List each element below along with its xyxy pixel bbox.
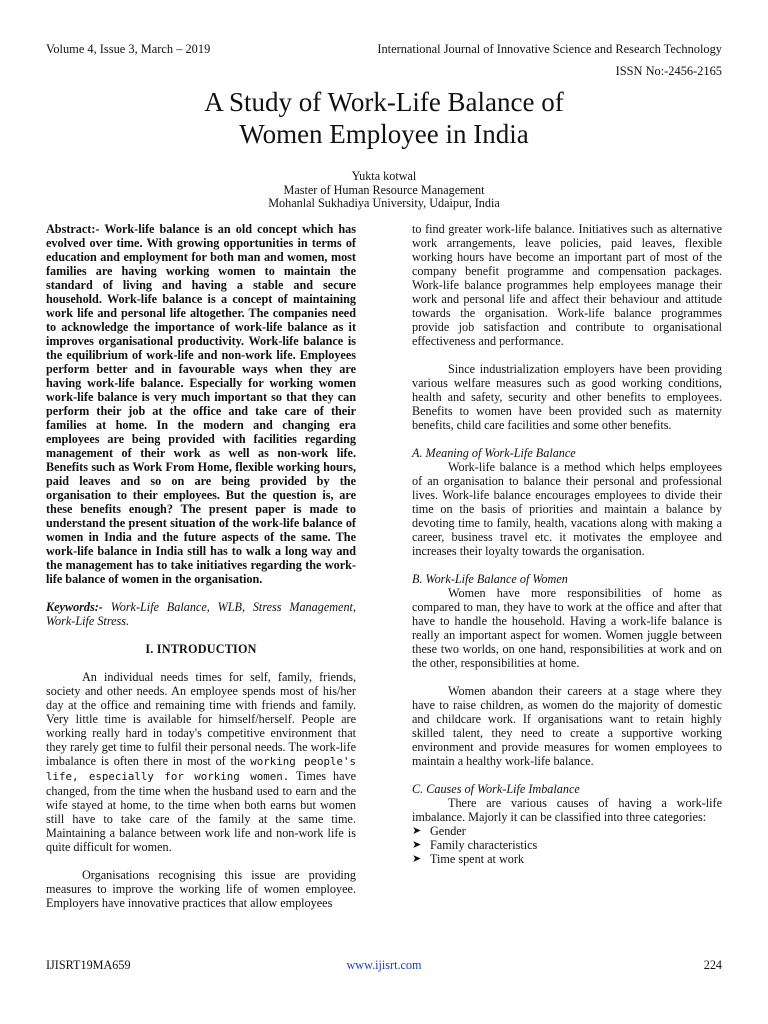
intro-text-mono: working people's life, especially for working women. xyxy=(46,755,356,783)
arrow-bullet-icon: ➤ xyxy=(412,853,422,865)
section-heading-introduction: I. INTRODUCTION xyxy=(145,642,257,656)
keywords-label: Keywords:- xyxy=(46,600,103,614)
title-line-1: A Study of Work-Life Balance of xyxy=(204,87,564,117)
author-block xyxy=(0,170,768,211)
author-affiliation: Mohanlal Sukhadiya University, Udaipur, India xyxy=(268,196,500,210)
list-item: ➤ Gender xyxy=(412,824,466,838)
left-column xyxy=(46,222,356,910)
subsection-heading-b: B. Work-Life Balance of Women xyxy=(412,572,568,586)
subsection-b-text-2: Women abandon their careers at a stage where they have to raise children, as women do the majority of domestic and childcare work. If organisations want to retain highly skilled talent, they need to create a supportive working environment and provide measures for women employees to maintain a healthy work-life balance. xyxy=(412,684,722,768)
arrow-bullet-icon: ➤ xyxy=(412,825,422,837)
subsection-b-text: Women have more responsibilities of home as compared to man, they have to work at the office and after that have to handle the household. Having a work-life balance is really an important aspect for women. Women juggle between these two worlds, on one hand, responsibilities at work and on the other, responsibilities at home. xyxy=(412,586,722,670)
author-name: Yukta kotwal xyxy=(351,169,417,183)
intro-text-a: An individual needs times for self, family, friends, society and other needs. An employee spends most of his/her day at the office and remaining time with friends and family. Very little time is available for himself/herself. People are working really hard in today's competitive environment that they rarely get time to fulfil their personal needs. The work-life imbalance is often there in most of the xyxy=(46,670,356,768)
subsection-c-text: There are various causes of having a work-life imbalance. Majorly it can be classified into three categories: xyxy=(412,796,722,824)
arrow-bullet-icon: ➤ xyxy=(412,839,422,851)
intro-text-b: Times have changed, from the time when the husband used to earn and the wife stayed at home, to the time when both earns but women still have to take care of the family at the same time. Maintaining a balance between work life and non-work life is quite difficult for women. xyxy=(46,769,356,854)
intro-paragraph-1 xyxy=(46,670,356,854)
footer-page-number: 224 xyxy=(703,958,722,972)
keywords xyxy=(46,600,356,628)
right-column xyxy=(412,222,722,866)
keywords-text: Work-Life Balance, WLB, Stress Management, Work-Life Stress. xyxy=(46,600,356,628)
footer-url-link[interactable]: www.ijisrt.com xyxy=(346,958,422,972)
journal-name: International Journal of Innovative Science and Research Technology xyxy=(377,42,722,56)
paper-title xyxy=(0,86,768,150)
list-item: ➤ Family characteristics xyxy=(412,838,538,852)
causes-list xyxy=(412,824,722,866)
right-paragraph-2: Since industrialization employers have been providing various welfare measures such as good working conditions, health and safety, security and other benefits to employees. Benefits to women have been provided such as maternity benefits, child care facilities and some other benefits. xyxy=(412,362,722,432)
subsection-heading-a: A. Meaning of Work-Life Balance xyxy=(412,446,576,460)
list-item: ➤ Time spent at work xyxy=(412,852,525,866)
journal-volume: Volume 4, Issue 3, March – 2019 xyxy=(46,42,211,56)
intro-paragraph-2: Organisations recognising this issue are providing measures to improve the working life of women employee. Employers have innovative practices that allow employees xyxy=(46,868,356,910)
footer-paper-code: IJISRT19MA659 xyxy=(46,958,131,972)
abstract: Abstract:- Work-life balance is an old concept which has evolved over time. With growing opportunities in terms of education and employment for both man and women, most families are having working women to maintain the standard of living and having a stable and secure household. Work-life balance is a concept of maintaining work life and personal life altogether. The companies need to acknowledge the importance of work-life balance as it improves organisational productivity. Work-life balance is the equilibrium of work-life and non-work life. Employees perform better and in favourable ways when they are having work-life balance. Especially for working women work-life balance is very much important so that they can perform their job at the office and take care of their families at home. In the modern and changing era employees are being provided with facilities regarding management of their work as well as non-work life. Benefits such as Work From Home, flexible working hours, paid leaves and so on are being provided by the organisation to their employees. But the question is, are these benefits enough? The present paper is made to understand the present situation of the work-life balance of women in India and the future aspects of the same. The work-life balance in India still has to walk a long way and the management has to take initiatives regarding the work-life balance of women in the organisation. xyxy=(46,222,356,586)
issn-number: ISSN No:-2456-2165 xyxy=(615,64,722,78)
right-paragraph-1: to find greater work-life balance. Initiatives such as alternative work arrangements, leave policies, paid leaves, flexible working hours have become an important part of most of the company benefit programme and compensation packages. Work-life balance programmes help employees manage their work and personal life and affect their behaviour and attitude towards the organisation. Work-life balance programmes provide job satisfaction and contribute to organisational effectiveness and performance. xyxy=(412,222,722,348)
footer-url-wrap xyxy=(0,958,768,973)
author-degree: Master of Human Resource Management xyxy=(283,182,485,197)
subsection-heading-c: C. Causes of Work-Life Imbalance xyxy=(412,782,580,796)
title-line-2: Women Employee in India xyxy=(239,119,529,149)
subsection-a-text: Work-life balance is a method which helps employees of an organisation to balance their personal and professional lives. Work-life balance encourages employees to divide their time on the basis of priorities and maintain a balance by devoting time to family, health, vacations along with making a career, business travel etc. it motivates the employee and increases their loyalty towards the organisation. xyxy=(412,460,722,558)
